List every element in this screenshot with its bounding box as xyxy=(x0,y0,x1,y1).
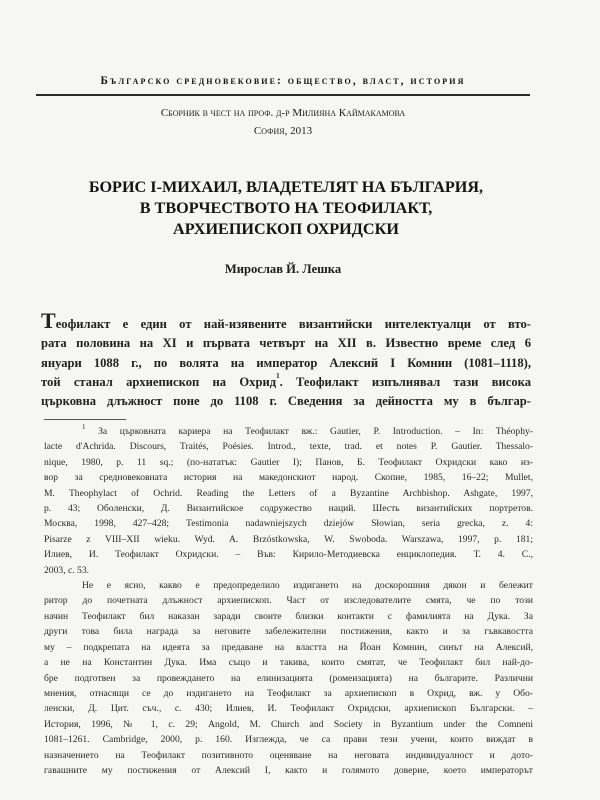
body-line: църковна длъжност поне до 1108 г. Сведения за дейността му в българ- xyxy=(41,394,531,409)
collection-place-year: София, 2013 xyxy=(253,125,313,137)
footnote-line: $^1$ За църковната кариера на Теофилакт вж.: Gautier, P. Introduction. – In: Théophy- xyxy=(82,423,533,437)
footnote-line: ритор до почетната длъжност архиепископ. Част от изследователите смята, че по този xyxy=(44,595,533,607)
footnote-line: История, 1996, № 1, с. 29; Angold, M. Church and Society in Byzantium under the Comneni xyxy=(44,718,533,730)
footnote-line: вор за средновековната история на македонскиот народ. Скопие, 1985, 16–22; Mullet, xyxy=(44,472,533,484)
footnote-line: 2003, с. 53. xyxy=(44,564,90,576)
footnote-line: бре подготвен за провеждането на елинизацията (ромеизацията) на българите. Различни xyxy=(44,672,533,684)
footnotes xyxy=(44,424,533,778)
article-title xyxy=(36,177,536,240)
body-line: рата половина на XI и първата четвърт на XII в. Известно време след 6 xyxy=(41,336,531,351)
header-rule xyxy=(36,94,530,96)
footnote-separator xyxy=(44,419,126,420)
body-line: той станал архиепископ на Охрид$^1$. Теофилакт изпълнявал тази висока xyxy=(41,371,531,389)
footnote-ref[interactable]: 1 xyxy=(276,371,280,380)
body-line: Теофилакт е един от най-изявените византийски интелектуалци от вто- xyxy=(41,308,531,333)
footnote-line: p. 43; Оболенски, Д. Византийское содружество наций. Шесть византийских портретов. xyxy=(44,503,533,515)
footnote-line: а не на Константин Дука. Има също и такива, които смятат, че Теофилакт бил най-до- xyxy=(44,657,533,669)
author-name: Мирослав Й. Лешка xyxy=(224,262,342,276)
footnote-line: други това била награда за неговите забележителни постижения, както и за гъвкавостта xyxy=(44,626,533,638)
body-line: януари 1088 г., по волята на император Алексий I Комнин (1081–1118), xyxy=(41,355,531,370)
body-paragraph xyxy=(41,308,531,411)
running-head: Българско средновековие: общество, власт, история xyxy=(100,75,466,87)
footnote-line: назначението на Теофилакт позитивното оценяване на неговата индивидуалност и дото- xyxy=(44,749,533,761)
collection-info xyxy=(36,104,530,140)
footnote-line: му – подкрепата на идеята за предаване на властта на Йоан Комнин, синът на Алексий, xyxy=(44,641,533,653)
footnote-line: гавашните му постижения от Алексий I, както и голямото доверие, което императорът xyxy=(44,764,533,776)
footnote-line: nique, 1980, p. 11 sq.; (по-нататък: Gautier I); Панов, Б. Теофилакт Охридски како из- xyxy=(44,456,533,468)
title-line: АРХИЕПИСКОП ОХРИДСКИ xyxy=(173,220,399,238)
footnote-line: начин Теофилакт бил наказан заради своите близки контакти с фамилията на Дука. За xyxy=(44,610,533,622)
footnote-line: Не е ясно, какво е предопределило издигането на доскорошния дякон и бележит xyxy=(82,580,533,592)
footnote-line: Илиев, И. Теофилакт Охридски. – Във: Кирило-Методиевска енциклопедия. Т. 4. С., xyxy=(44,549,533,561)
footnote-line: 1081–1261. Cambridge, 2000, p. 160. Изглежда, че са прави тези учени, които виждат в xyxy=(44,734,533,746)
footnote-line: lacte d'Achrida. Discours, Traités, Poésies. Introd., texte, trad. et notes P. Gautier. Thessalo- xyxy=(44,441,533,453)
footnote-line: Москва, 1998, 427–428; Testimonia nadawniejszych dziejów Słowian, seria grecka, z. 4: xyxy=(44,518,533,530)
title-line: В ТВОРЧЕСТВОТО НА ТЕОФИЛАКТ, xyxy=(139,199,433,217)
footnote-number: 1 xyxy=(82,423,86,431)
collection-line: Сборник в чест на проф. д-р Милияна Каймакамова xyxy=(160,107,406,119)
footnote-line: M. Theophylact of Ochrid. Reading the Letters of a Byzantine Archbishop. Ashgate, 1997, xyxy=(44,487,533,499)
footnote-line: мнения, отнасящи се до издигането на Теофилакт за архиепископ в Охрид, вж. у Обо- xyxy=(44,687,533,699)
footnote-line: ленски, Д. Цит. съч., с. 430; Илиев, И. Теофилакт Охридски, архиепископ Български. – xyxy=(44,703,533,715)
footnote-line: Pisarze z VIII–XII wieku. Wyd. A. Brzóstkowska, W. Swoboda. Warszawa, 1997, p. 181; xyxy=(44,533,533,545)
drop-cap: Т xyxy=(41,308,56,333)
title-line: БОРИС I-МИХАИЛ, ВЛАДЕТЕЛЯТ НА БЪЛГАРИЯ, xyxy=(88,178,484,196)
